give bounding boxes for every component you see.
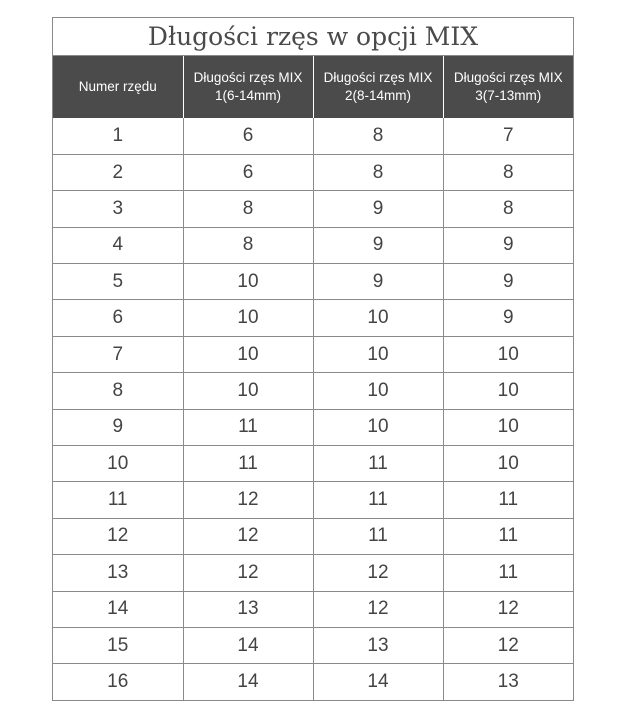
mix-1-cell: 10 xyxy=(183,264,313,300)
table-row xyxy=(53,336,573,372)
row-number-cell: 7 xyxy=(53,336,183,372)
table-row xyxy=(53,664,573,700)
mix-3-cell: 10 xyxy=(443,336,573,372)
row-number-cell: 8 xyxy=(53,373,183,409)
mix-1-cell: 6 xyxy=(183,154,313,190)
table-row xyxy=(53,518,573,554)
mix-3-cell: 12 xyxy=(443,627,573,663)
header-row-number: Numer rzędu xyxy=(53,56,183,118)
mix-1-cell: 14 xyxy=(183,664,313,700)
row-number-cell: 2 xyxy=(53,154,183,190)
row-number-cell: 16 xyxy=(53,664,183,700)
mix-3-cell: 8 xyxy=(443,191,573,227)
table-body xyxy=(53,118,573,700)
mix-3-cell: 9 xyxy=(443,300,573,336)
table-row xyxy=(53,373,573,409)
mix-1-cell: 11 xyxy=(183,446,313,482)
mix-2-cell: 9 xyxy=(313,227,443,263)
mix-2-cell: 14 xyxy=(313,664,443,700)
mix-3-cell: 13 xyxy=(443,664,573,700)
table-row xyxy=(53,591,573,627)
mix-3-cell: 7 xyxy=(443,118,573,154)
mix-2-cell: 8 xyxy=(313,154,443,190)
row-number-cell: 13 xyxy=(53,555,183,591)
table-row xyxy=(53,191,573,227)
row-number-cell: 9 xyxy=(53,409,183,445)
mix-1-cell: 6 xyxy=(183,118,313,154)
mix-1-cell: 12 xyxy=(183,555,313,591)
table-row xyxy=(53,154,573,190)
header-mix-3: Długości rzęs MIX 3(7-13mm) xyxy=(443,56,573,118)
table-row xyxy=(53,446,573,482)
table-row xyxy=(53,264,573,300)
mix-2-cell: 12 xyxy=(313,591,443,627)
mix-2-cell: 13 xyxy=(313,627,443,663)
row-number-cell: 3 xyxy=(53,191,183,227)
mix-3-cell: 8 xyxy=(443,154,573,190)
mix-1-cell: 10 xyxy=(183,373,313,409)
row-number-cell: 5 xyxy=(53,264,183,300)
mix-2-cell: 9 xyxy=(313,191,443,227)
mix-1-cell: 12 xyxy=(183,482,313,518)
table-row xyxy=(53,409,573,445)
header-mix-2: Długości rzęs MIX 2(8-14mm) xyxy=(313,56,443,118)
mix-1-cell: 14 xyxy=(183,627,313,663)
mix-2-cell: 11 xyxy=(313,518,443,554)
mix-2-cell: 8 xyxy=(313,118,443,154)
mix-3-cell: 11 xyxy=(443,518,573,554)
table-row xyxy=(53,555,573,591)
mix-1-cell: 10 xyxy=(183,300,313,336)
table-row xyxy=(53,482,573,518)
mix-2-cell: 10 xyxy=(313,409,443,445)
mix-2-cell: 10 xyxy=(313,300,443,336)
table-row xyxy=(53,227,573,263)
table-row xyxy=(53,627,573,663)
mix-2-cell: 9 xyxy=(313,264,443,300)
row-number-cell: 12 xyxy=(53,518,183,554)
header-mix-1: Długości rzęs MIX 1(6-14mm) xyxy=(183,56,313,118)
mix-3-cell: 9 xyxy=(443,227,573,263)
row-number-cell: 1 xyxy=(112,124,124,146)
mix-2-cell: 10 xyxy=(313,336,443,372)
mix-2-cell: 11 xyxy=(313,446,443,482)
table-row xyxy=(53,300,573,336)
mix-3-cell: 10 xyxy=(443,409,573,445)
mix-1-cell: 12 xyxy=(183,518,313,554)
mix-1-cell: 10 xyxy=(183,336,313,372)
mix-1-cell: 11 xyxy=(183,409,313,445)
mix-3-cell: 10 xyxy=(443,446,573,482)
mix-3-cell: 12 xyxy=(443,591,573,627)
table-title: Długości rzęs w opcji MIX xyxy=(53,18,573,56)
mix-1-cell: 8 xyxy=(183,191,313,227)
row-number-cell: 11 xyxy=(53,482,183,518)
lash-length-table-frame xyxy=(52,17,574,701)
mix-2-cell: 10 xyxy=(313,373,443,409)
row-number-cell: 14 xyxy=(53,591,183,627)
mix-3-cell: 9 xyxy=(443,264,573,300)
table-row xyxy=(53,118,573,154)
mix-1-cell: 13 xyxy=(183,591,313,627)
mix-2-cell: 11 xyxy=(313,482,443,518)
mix-1-cell: 8 xyxy=(183,227,313,263)
mix-3-cell: 10 xyxy=(443,373,573,409)
row-number-cell: 15 xyxy=(53,627,183,663)
mix-3-cell: 11 xyxy=(443,555,573,591)
row-number-cell: 6 xyxy=(53,300,183,336)
row-number-cell: 10 xyxy=(53,446,183,482)
mix-2-cell: 12 xyxy=(313,555,443,591)
table-header xyxy=(53,56,573,118)
header-row xyxy=(53,56,573,118)
mix-3-cell: 11 xyxy=(443,482,573,518)
row-number-cell: 4 xyxy=(53,227,183,263)
lash-length-table xyxy=(53,56,573,700)
